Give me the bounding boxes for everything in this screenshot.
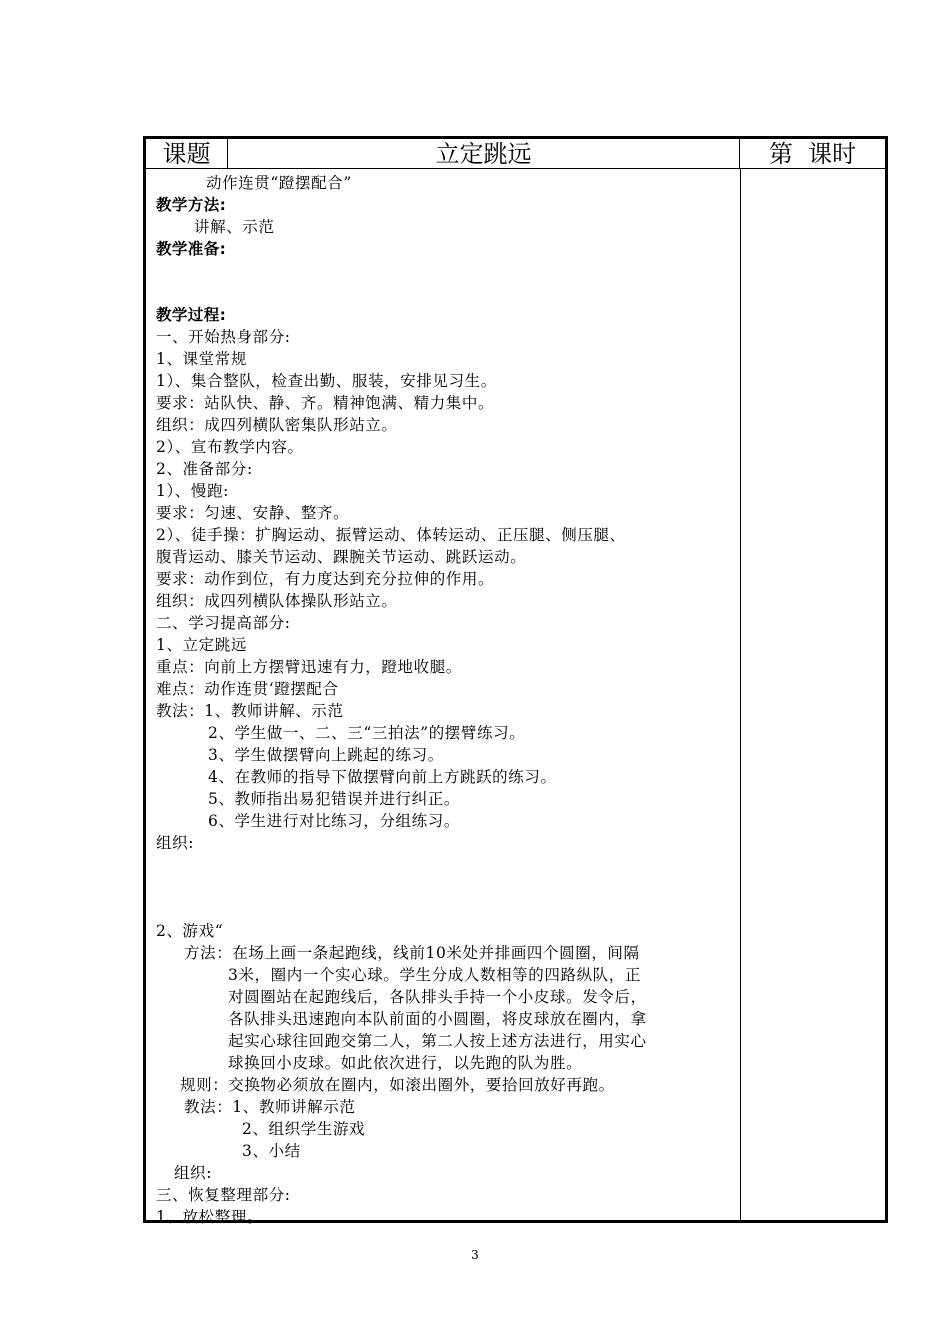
content-line: 腹背运动、膝关节运动、踝腕关节运动、跳跃运动。 [156,548,527,566]
content-line: 要求：动作到位，有力度达到充分拉伸的作用。 [156,570,495,588]
content-line: 各队排头迅速跑向本队前面的小圆圈，将皮球放在圈内，拿 [228,1010,647,1028]
column-divider [740,169,741,1220]
content-line: 难点：动作连贯‘蹬摆配合 [156,680,339,698]
content-line: 1）、集合整队，检查出勤、服装，安排见习生。 [156,372,497,390]
lesson-plan-table [143,136,888,1226]
content-line: 一、开始热身部分: [156,328,291,346]
content-line: 1、课堂常规 [156,350,247,368]
section-heading-method: 教学方法: [156,196,227,214]
lesson-period [740,139,885,168]
content-line: 教法：1、教师讲解、示范 [156,702,344,720]
content-line: 规则：交换物必须放在圈内，如滚出圈外，要拾回放好再跑。 [180,1076,615,1094]
content-line: 组织: [174,1164,213,1182]
page-number: 3 [471,1248,479,1262]
content-line: 3米，圈内一个实心球。学生分成人数相等的四路纵队，正 [228,966,641,984]
content-line: 1、放松整理。 [156,1208,264,1226]
content-line: 6、学生进行对比练习，分组练习。 [208,812,460,830]
content-line: 二、学习提高部分: [156,614,291,632]
content-line: 教法：1、教师讲解示范 [184,1098,356,1116]
blank-space [156,260,736,304]
lesson-content [156,172,736,1228]
content-line: 3、学生做摆臂向上跳起的练习。 [208,746,444,764]
content-line: 3、小结 [242,1142,301,1160]
content-line: 4、在教师的指导下做摆臂向前上方跳跃的练习。 [208,768,557,786]
content-line: 起实心球往回跑交第二人，第二人按上述方法进行，用实心 [228,1032,647,1050]
period-suffix: 课时 [808,140,857,168]
content-line: 重点：向前上方摆臂迅速有力，蹬地收腿。 [156,658,462,676]
content-line: 三、恢复整理部分: [156,1186,291,1204]
content-line: 组织：成四列横队密集队形站立。 [156,416,398,434]
content-line: 要求：站队快、静、齐。精神饱满、精力集中。 [156,394,495,412]
content-line: 组织：成四列横队体操队形站立。 [156,592,398,610]
content-line: 1、立定跳远 [156,636,247,654]
section-heading-process: 教学过程: [156,306,227,324]
content-line: 2、学生做一、二、三“三拍法”的摆臂练习。 [208,724,526,742]
lesson-title: 立定跳远 [228,139,740,168]
content-line: 2、游戏“ [156,922,224,940]
table-header-row [146,139,885,169]
period-prefix: 第 [768,140,793,168]
content-line: 球换回小皮球。如此依次进行，以先跑的队为胜。 [228,1054,583,1072]
content-line: 1）、慢跑: [156,482,229,500]
content-line: 2）、宣布教学内容。 [156,438,304,456]
content-line: 对圆圈站在起跑线后，各队排头手持一个小皮球。发令后， [228,988,647,1006]
content-line: 2、组织学生游戏 [242,1120,366,1138]
topic-label: 课题 [146,139,228,168]
content-line: 2、准备部分: [156,460,253,478]
content-line: 组织: [156,834,195,852]
blank-space [156,854,736,920]
content-line: 2）、徒手操：扩胸运动、振臂运动、体转运动、正压腿、侧压腿、 [156,526,626,544]
content-line: 方法：在场上画一条起跑线，线前10米处并排画四个圆圈，间隔 [184,944,640,962]
content-line: 讲解、示范 [194,218,275,236]
content-line: 要求：匀速、安静、整齐。 [156,504,350,522]
section-heading-preparation: 教学准备: [156,240,227,258]
content-line: 动作连贯“蹬摆配合” [206,174,352,192]
content-line: 5、教师指出易犯错误并进行纠正。 [208,790,460,808]
